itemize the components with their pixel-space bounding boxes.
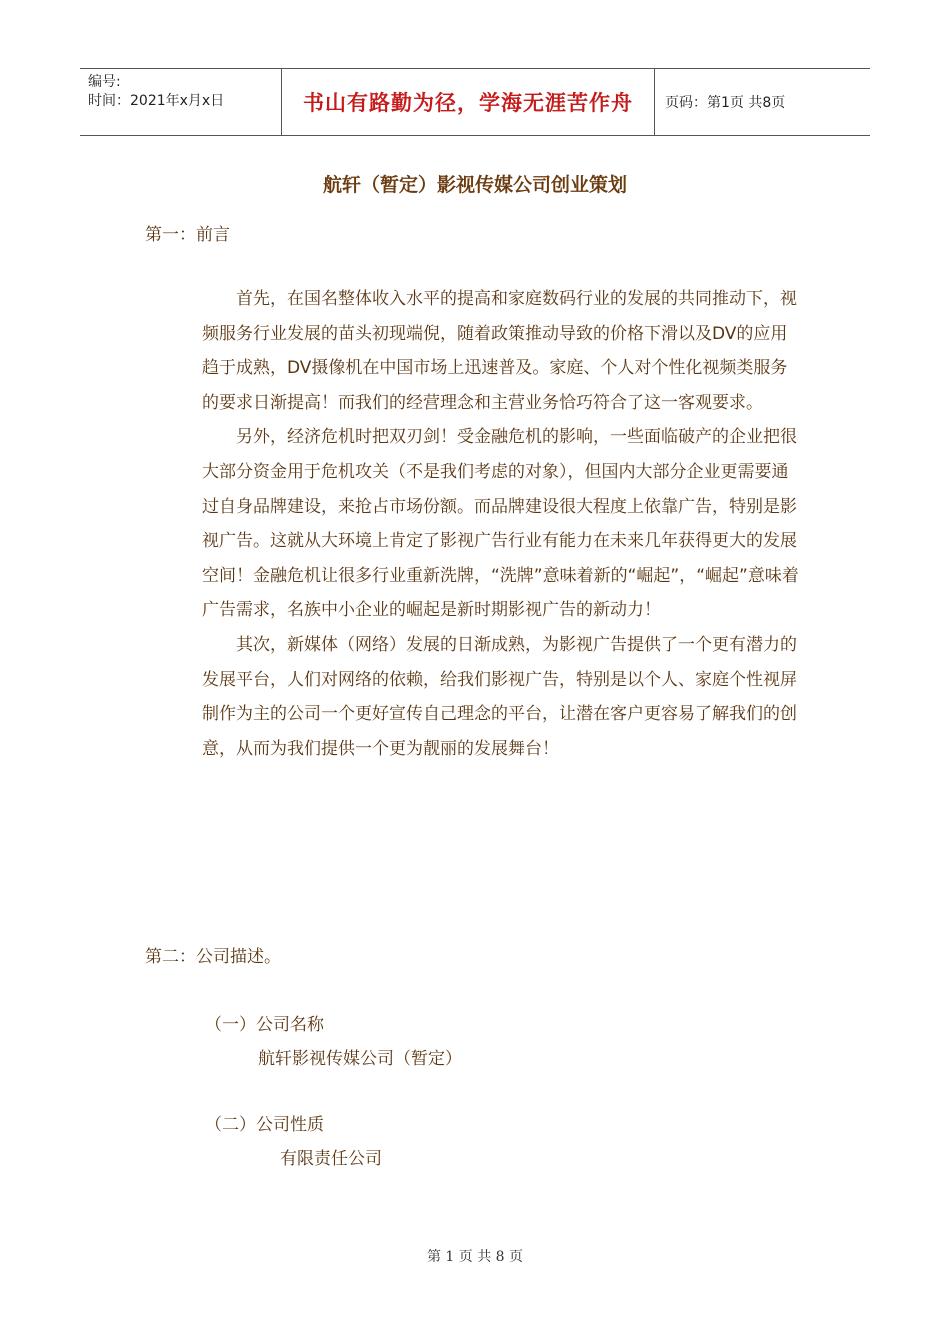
number-label: 编号:: [88, 74, 121, 90]
paragraph: 首先，在国名整体收入水平的提高和家庭数码行业的发展的共同推动下，视频服务行业发展的苗头初现端倪，随着政策推动导致的价格下滑以及DV的应用趋于成熟，DV摄像机在中国市场上迅速普及。家庭、个人对个性化视频类服务的要求日渐提高！而我们的经营理念和主营业务恰巧符合了这一客观要求。: [202, 289, 797, 413]
header-motto: 书山有路勤为径，学海无涯苦作舟: [282, 69, 655, 135]
item1-heading: （一）公司名称: [205, 1015, 324, 1035]
section1-heading: 第一：前言: [145, 225, 230, 245]
item1-value: 航轩影视传媒公司（暂定）: [258, 1049, 462, 1069]
paragraph: 另外，经济危机时把双刃剑！受金融危机的影响，一些面临破产的企业把很大部分资金用于危机攻关（不是我们考虑的对象），但国内大部分企业更需要通过自身品牌建设，来抢占市场份额。而品牌建设很大程度上依靠广告，特别是影视广告。这就从大环境上肯定了影视广告行业有能力在未来几年获得更大的发展空间！金融危机让很多行业重新洗牌，“洗牌”意味着新的“崛起”，“崛起”意味着广告需求，名族中小企业的崛起是新时期影视广告的新动力！: [202, 427, 799, 621]
header-page-info: 页码：第1页 共8页: [665, 95, 786, 111]
paragraph: 其次，新媒体（网络）发展的日渐成熟，为影视广告提供了一个更有潜力的发展平台，人们对网络的依赖，给我们影视广告，特别是以个人、家庭个性视屏制作为主的公司一个更好宣传自己理念的平台，让潜在客户更容易了解我们的创意，从而为我们提供一个更为靓丽的发展舞台！: [202, 634, 797, 759]
section1-body: [202, 282, 802, 766]
section2-heading: 第二：公司描述。: [145, 947, 281, 967]
page-footer: 第 1 页 共 8 页: [426, 1249, 524, 1265]
item2-heading: （二）公司性质: [205, 1115, 324, 1135]
page-header: [80, 68, 870, 136]
time-label: 时间：2021年x月x日: [88, 93, 225, 109]
header-meta: [80, 69, 282, 135]
document-title: 航轩（暂定）影视传媒公司创业策划: [322, 174, 627, 196]
item2-value: 有限责任公司: [280, 1149, 382, 1169]
